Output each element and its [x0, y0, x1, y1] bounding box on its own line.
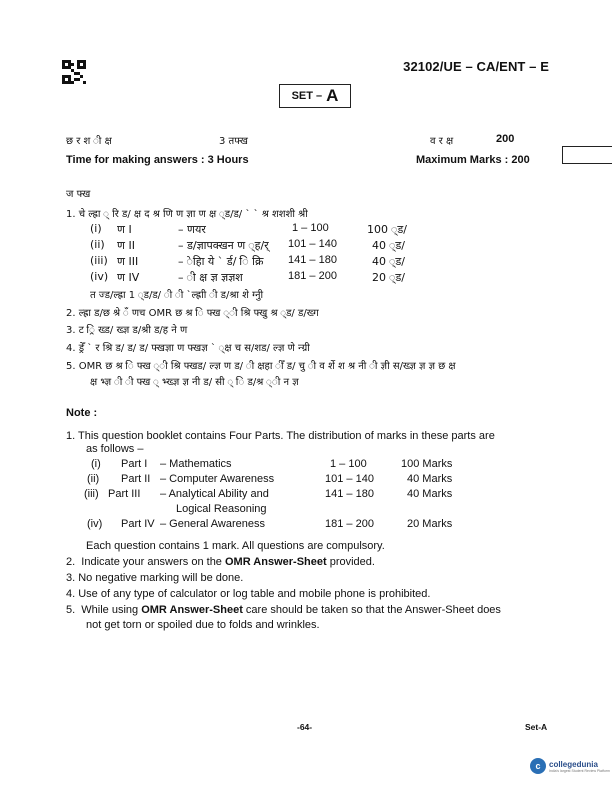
note-item-5-cont: not get torn or spoiled due to folds and wrinkles.: [86, 619, 320, 631]
set-footer: Set-A: [525, 722, 548, 732]
hindi-part-num: (ii): [90, 238, 105, 251]
hindi-part-num: (iv): [90, 270, 109, 283]
part-num: (ii): [87, 473, 100, 485]
part-marks: 40 Marks: [407, 488, 453, 500]
page-number: -64-: [297, 722, 313, 732]
part-num: (iv): [87, 518, 103, 530]
part-num: (iii): [84, 488, 99, 500]
part-marks: 40 Marks: [407, 473, 453, 485]
part-name: Part I: [121, 458, 148, 470]
part-subject-cont: Logical Reasoning: [176, 503, 267, 515]
note-item-1-cont: as follows –: [86, 443, 144, 455]
note-item-2-end: provided.: [326, 556, 375, 568]
part-name: Part III: [108, 488, 141, 500]
part-range: 181 – 200: [325, 518, 374, 530]
part-subject: – Mathematics: [160, 458, 232, 470]
note-item-5: [66, 603, 501, 618]
hindi-part-marks: 40 ्ड/: [372, 255, 405, 268]
hindi-part-name: ण II: [117, 239, 135, 252]
note-item-5-text: 5. While using: [66, 604, 142, 616]
set-value: A: [326, 86, 339, 105]
hindi-part-subject: – ी क्ष ज्ञ ज्ञज्ञश: [178, 271, 243, 284]
each-question-note: Each question contains 1 mark. All questions are compulsory.: [86, 540, 385, 552]
note-item-1: 1. This question booklet contains Four Parts. The distribution of marks in these parts are: [66, 430, 495, 442]
part-name: Part II: [121, 473, 151, 485]
hindi-part-name: ण I: [117, 223, 132, 236]
hindi-part-range: 1 – 100: [292, 222, 329, 234]
hindi-part-marks: 20 ्ड/: [372, 271, 405, 284]
part-range: 141 – 180: [325, 488, 374, 500]
hindi-part-marks: 40 ्ड/: [372, 239, 405, 252]
hindi-time-label: छ र श ी क्ष: [66, 136, 112, 147]
hindi-marks-label: व र क्ष: [430, 136, 454, 147]
note-item-3: 3. No negative marking will be done.: [66, 572, 244, 584]
hindi-item-1: 1. चे ल्ह्रा ् रि ड/ क्ष द श्र णि ण ज्ञा ण क्ष ्ड/ड/ ` ` श्र शशशी श्री: [66, 209, 308, 220]
hindi-part-name: ण IV: [117, 271, 140, 284]
margin-box: [562, 146, 612, 164]
qr-code: [62, 60, 86, 84]
note-item-2: [66, 555, 375, 570]
paper-code: 32102/UE – CA/ENT – E: [403, 59, 549, 74]
note-item-5-end: care should be taken so that the Answer-Sheet does: [242, 604, 501, 616]
logo-name: collegedunia: [549, 759, 598, 769]
hindi-notes-heading: ज फ्ख: [66, 189, 91, 200]
hindi-part-num: (iii): [90, 254, 108, 267]
part-subject: – Analytical Ability and: [160, 488, 269, 500]
part-subject: – Computer Awareness: [160, 473, 275, 485]
part-num: (i): [91, 458, 101, 470]
hindi-part-name: ण III: [117, 255, 139, 268]
part-range: 101 – 140: [325, 473, 374, 485]
part-range: 1 – 100: [330, 458, 367, 470]
hindi-time-value: 3 तफ्ख: [219, 136, 248, 147]
collegedunia-logo: [530, 758, 610, 774]
maximum-marks: Maximum Marks : 200: [416, 154, 530, 166]
hindi-item-1-end: त ज्ड/ल्ह्रा 1 ्ड/ड/ ी ी `ल्ह्राी ी ड/श्रा शे ग्नुी: [90, 290, 264, 301]
note-item-4: 4. Use of any type of calculator or log table and mobile phone is prohibited.: [66, 588, 431, 600]
note-item-2-text: 2. Indicate your answers on the: [66, 556, 225, 568]
hindi-part-subject: – णयर: [178, 223, 206, 236]
part-name: Part IV: [121, 518, 155, 530]
hindi-part-range: 101 – 140: [288, 238, 337, 250]
hindi-item-5-cont: क्ष भ्ज्ञ ी ी फ्ख ् भ्ख्ज्ञ ज्ञ नी ड/ सी ् ि ड/श्र ्ी न ज्ञ: [90, 377, 299, 388]
hindi-item-5: 5. OMR छ श्र ि फ्ख ्ी श्रि फ्खड/ ल्ज्ञ ण ड/ ी क्षहा ीँ ड/ चु ी व र्शे श श्र नी ी ज्ञी स/ख्ज्ञ ज्ञ ज्ञ छ क्ष: [66, 361, 456, 372]
hindi-part-num: (i): [90, 222, 102, 235]
hindi-part-subject: – ेहाि ये ` र्ड/ ि क्रि: [178, 255, 264, 268]
hindi-item-4: 4. ड्रेँ ` र श्रि ड/ ड/ ड/ फ्खज्ञा ण फ्खज्ञ ` ्क्ष च स/शड/ ल्ज्ञ णे न्ग्री: [66, 343, 310, 354]
part-marks: 20 Marks: [407, 518, 453, 530]
note-heading: Note :: [66, 407, 98, 419]
hindi-part-subject: – ड/ज्ञापक्खन ण ्ह/र्: [178, 239, 269, 252]
hindi-part-range: 181 – 200: [288, 270, 337, 282]
logo-tagline: India's largest Student Review Platform: [549, 768, 610, 773]
omr-answer-sheet-label: OMR Answer-Sheet: [224, 556, 327, 568]
part-subject: – General Awareness: [160, 518, 265, 530]
hindi-marks-value: 200: [496, 133, 515, 145]
hindi-item-2: 2. ल्ह्रा ड/छ श्रे ँ णच OMR छ श्र ि फ्ख ्ी श्रि फ्खु श्र ्ड/ ड/ख्ग: [66, 308, 319, 319]
set-label: SET –: [291, 90, 323, 102]
part-marks: 100 Marks: [401, 458, 453, 470]
set-box: [279, 84, 351, 108]
time-allowed: Time for making answers : 3 Hours: [66, 154, 249, 166]
hindi-part-range: 141 – 180: [288, 254, 337, 266]
hindi-part-marks: 100 ्ड/: [367, 223, 407, 236]
omr-answer-sheet-label: OMR Answer-Sheet: [141, 604, 243, 616]
hindi-item-3: 3. ट ्रि ख्ड/ ख्ज्ञ ड/श्री ड/ह ने ण: [66, 325, 188, 336]
logo-icon: c: [530, 758, 546, 774]
